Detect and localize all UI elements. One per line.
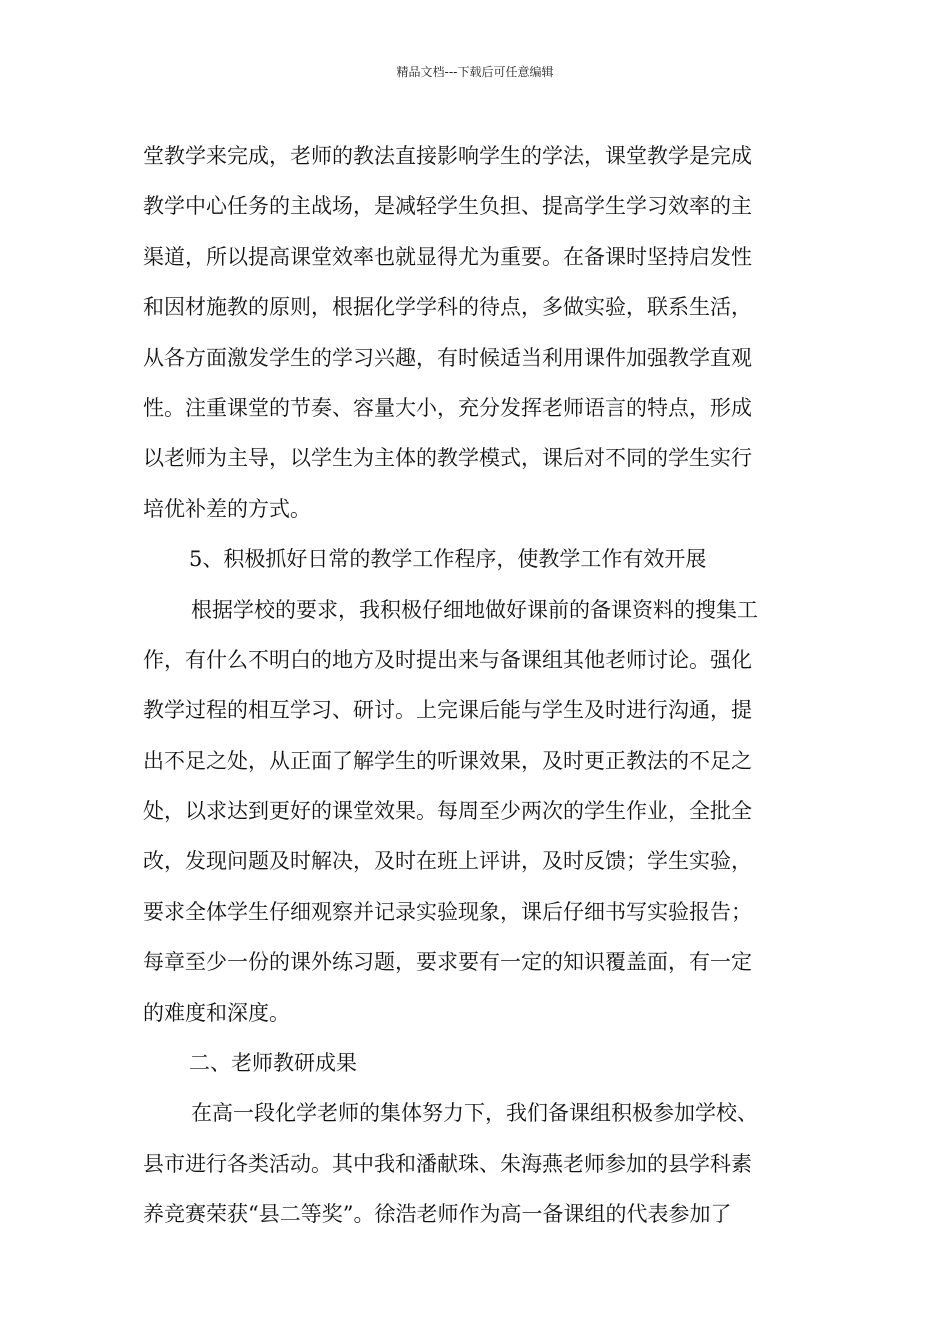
text-line: 堂教学来完成，老师的教法直接影响学生的学法，课堂教学是完成: [143, 144, 752, 168]
text-line: 出不足之处，从正面了解学生的听课效果，及时更正教法的不足之: [143, 748, 752, 773]
section-heading: 二、老师教研成果: [189, 1051, 357, 1076]
text-line: 改，发现问题及时解决，及时在班上评讲，及时反馈；学生实验，: [143, 849, 752, 874]
text-line: 要求全体学生仔细观察并记录实验现象，课后仔细书写实验报告；: [143, 899, 752, 924]
text-line: 县市进行各类活动。其中我和潘献珠、朱海燕老师参加的县学科素: [143, 1151, 752, 1176]
text-line: 作，有什么不明白的地方及时提出来与备课组其他老师讨论。强化: [143, 647, 752, 672]
text-line: 养竞赛荣获“县二等奖”。徐浩老师作为高一备课组的代表参加了: [143, 1202, 732, 1227]
text-line: 以老师为主导，以学生为主体的教学模式，课后对不同的学生实行: [143, 446, 752, 471]
section-heading: 5、积极抓好日常的教学工作程序，使教学工作有效开展: [189, 547, 707, 572]
page-header: 精品文档---下载后可任意编辑: [396, 65, 554, 79]
text-line: 教学中心任务的主战场，是减轻学生负担、提高学生学习效率的主: [143, 194, 752, 219]
body-text: [143, 131, 807, 1240]
text-line: 渠道，所以提高课堂效率也就显得尤为重要。在备课时坚持启发性: [143, 244, 752, 269]
text-line: 从各方面激发学生的学习兴趣，有时候适当利用课件加强教学直观: [143, 345, 752, 370]
paragraph-start: 在高一段化学老师的集体努力下，我们备课组积极参加学校、: [191, 1101, 758, 1126]
text-line: 处，以求达到更好的课堂效果。每周至少两次的学生作业，全批全: [143, 799, 752, 824]
text-line: 和因材施教的原则，根据化学学科的待点，多做实验，联系生活，: [143, 295, 752, 320]
text-line: 的难度和深度。: [143, 1000, 290, 1025]
paragraph-start: 根据学校的要求，我积极仔细地做好课前的备课资料的搜集工: [191, 597, 758, 622]
text-line: 每章至少一份的课外练习题，要求要有一定的知识覆盖面，有一定: [143, 950, 752, 975]
text-line: 性。注重课堂的节奏、容量大小，充分发挥老师语言的特点，形成: [143, 395, 752, 420]
text-line: 培优补差的方式。: [143, 496, 311, 521]
text-line: 教学过程的相互学习、研讨。上完课后能与学生及时进行沟通，提: [143, 698, 752, 723]
